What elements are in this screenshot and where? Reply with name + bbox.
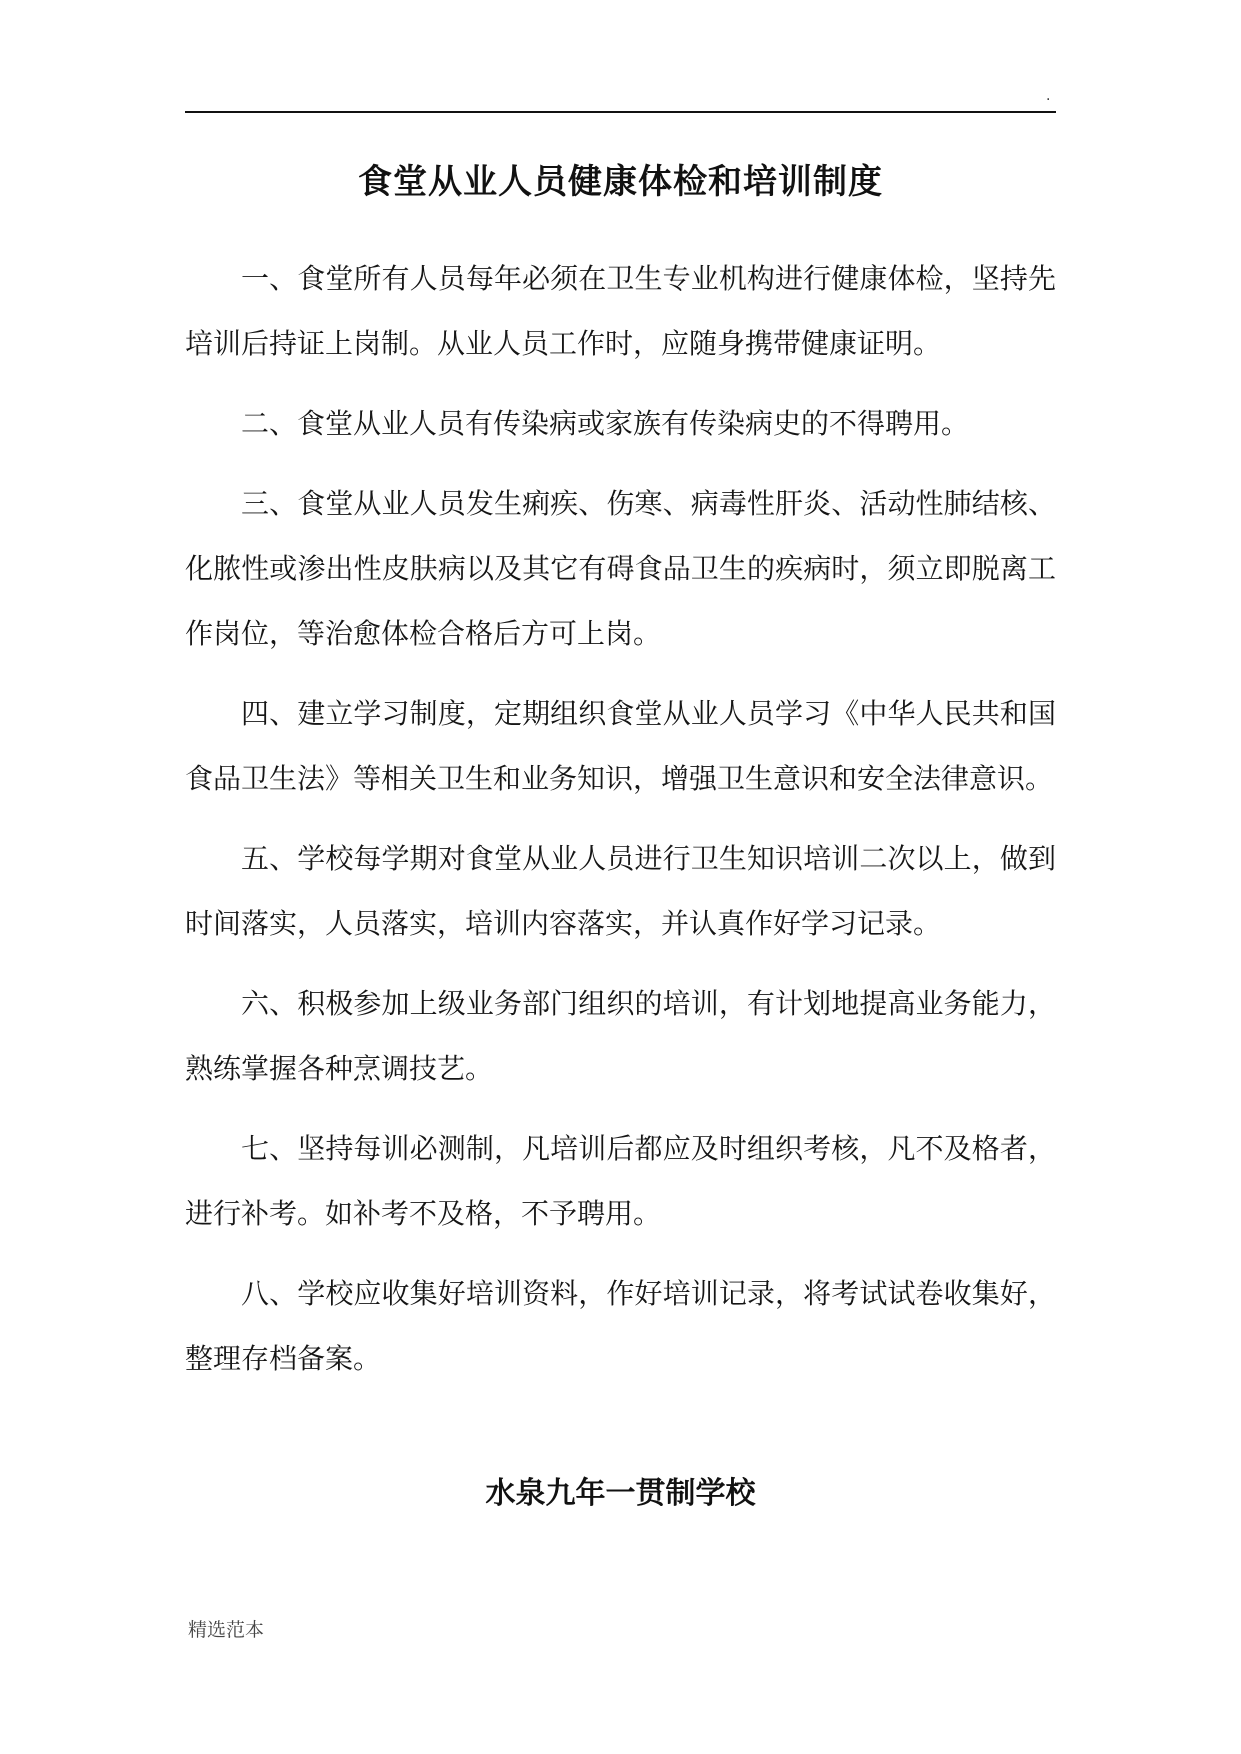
- clause-list: [185, 246, 1056, 1406]
- clause-1: 一、食堂所有人员每年必须在卫生专业机构进行健康体检，坚持先培训后持证上岗制。从业人员工作时，应随身携带健康证明。: [185, 262, 1056, 360]
- clause-6: 六、积极参加上级业务部门组织的培训，有计划地提高业务能力，熟练掌握各种烹调技艺。: [185, 987, 1056, 1085]
- document-title: 食堂从业人员健康体检和培训制度: [358, 162, 883, 202]
- header-mark: .: [1046, 88, 1051, 104]
- footer-label: 精选范本: [188, 1619, 265, 1641]
- school-signature: 水泉九年一贯制学校: [485, 1476, 756, 1511]
- header-rule: [185, 111, 1056, 113]
- clause-2: 二、食堂从业人员有传染病或家族有传染病史的不得聘用。: [241, 407, 970, 440]
- clause-4: 四、建立学习制度，定期组织食堂从业人员学习《中华人民共和国食品卫生法》等相关卫生和业务知识，增强卫生意识和安全法律意识。: [185, 697, 1056, 795]
- clause-5: 五、学校每学期对食堂从业人员进行卫生知识培训二次以上，做到时间落实，人员落实，培训内容落实，并认真作好学习记录。: [185, 842, 1056, 940]
- clause-8: 八、学校应收集好培训资料，作好培训记录，将考试试卷收集好，整理存档备案。: [185, 1277, 1056, 1375]
- clause-7: 七、坚持每训必测制，凡培训后都应及时组织考核，凡不及格者，进行补考。如补考不及格，不予聘用。: [185, 1132, 1056, 1230]
- clause-3: 三、食堂从业人员发生痢疾、伤寒、病毒性肝炎、活动性肺结核、化脓性或渗出性皮肤病以及其它有碍食品卫生的疾病时，须立即脱离工作岗位，等治愈体检合格后方可上岗。: [185, 487, 1056, 650]
